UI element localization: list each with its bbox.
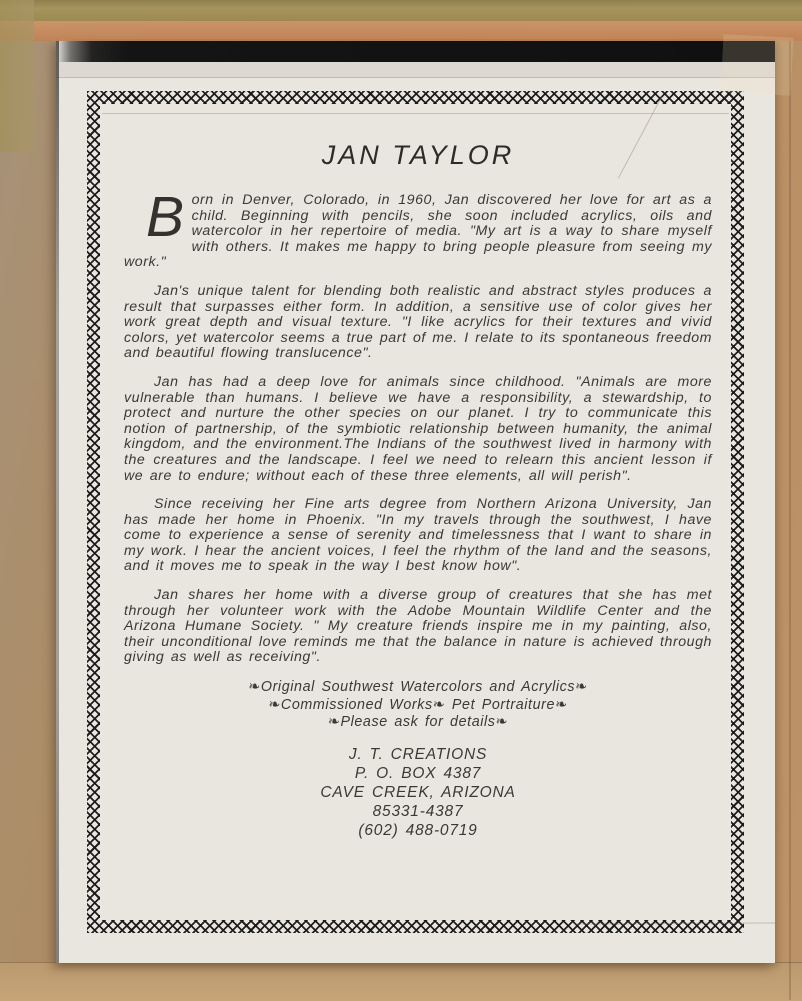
masking-tape-orange (0, 21, 802, 41)
services-list (124, 679, 712, 732)
contact-po-box: P. O. BOX 4387 (354, 764, 482, 782)
photocopy-black-band (56, 39, 775, 62)
services-line-1: ❧Original Southwest Watercolors and Acrylics❧ (248, 679, 588, 696)
bio-paragraph-1-text: orn in Denver, Colorado, in 1960, Jan discovered her love for art as a child. Beginning with pencils, she soon included acrylics, oils and watercolor in her repertoire of media. "My art is a way to share myself with others. It makes me happy to bring people pleasure from seeing my work." (124, 192, 712, 271)
drop-cap: B (146, 185, 185, 249)
masking-tape-top (0, 0, 802, 21)
clear-tape-corner (721, 34, 794, 96)
artist-bio-sheet (56, 39, 775, 963)
contact-city-state: CAVE CREEK, ARIZONA (320, 783, 516, 801)
masking-tape-left (0, 0, 34, 152)
contact-zip: 85331-4387 (372, 802, 464, 820)
services-line-2: ❧Commissioned Works❧ Pet Portraiture❧ (268, 696, 568, 713)
contact-block (124, 745, 712, 840)
cardboard-seam (789, 40, 791, 1000)
page-title: JAN TAYLOR (321, 140, 515, 170)
bio-paragraph-1 (124, 185, 712, 271)
backing-board-edge (0, 962, 802, 1001)
bio-paragraph-5: Jan shares her home with a diverse group of creatures that she has met through her volunteer work with the Adobe Mountain Wildlife Center and the Arizona Humane Society. " My creature friends inspire me in my painting, also, their unconditional love reminds me that the balance in nature is achieved through giving as well as receiving". (124, 587, 712, 666)
bio-paragraph-2: Jan's unique talent for blending both realistic and abstract styles produces a result that surpasses either form. In addition, a sensitive use of color gives her work great depth and visual texture. "I like acrylics for their textures and vivid colors, yet watercolor seems a true part of me. I relate to its spontaneous freedom and beautiful flowing translucence". (124, 282, 712, 362)
services-line-3: ❧Please ask for details❧ (327, 714, 509, 731)
page-body (124, 139, 712, 840)
photocopy-edge-smudge (56, 39, 59, 963)
bio-paragraph-4: Since receiving her Fine arts degree from Northern Arizona University, Jan has made her home in Phoenix. "In my travels through the southwest, I have come to experience a sense of serenity and timelessness that I want to share in my work. I hear the ancient voices, I feel the rhythm of the land and the seasons, and it moves me to speak in the way I best know how". (124, 496, 712, 575)
paper-crease-top (102, 113, 729, 114)
bio-paragraph-3: Jan has had a deep love for animals since childhood. "Animals are more vulnerable than humans. I believe we have a responsibility, a stewardship, to protect and nurture the other species on our planet. I try to communicate this notion of partnership, of the symbiotic relationship between humanity, the animal kingdom, and the environment.The Indians of the southwest lived in harmony with the creatures and the landscape. I feel we need to relearn this ancient lesson if we are to endure; without each of these three elements, all will perish". (124, 373, 712, 484)
paper-top-strip (56, 62, 775, 78)
contact-name: J. T. CREATIONS (348, 745, 488, 763)
contact-phone: (602) 488-0719 (358, 821, 478, 839)
